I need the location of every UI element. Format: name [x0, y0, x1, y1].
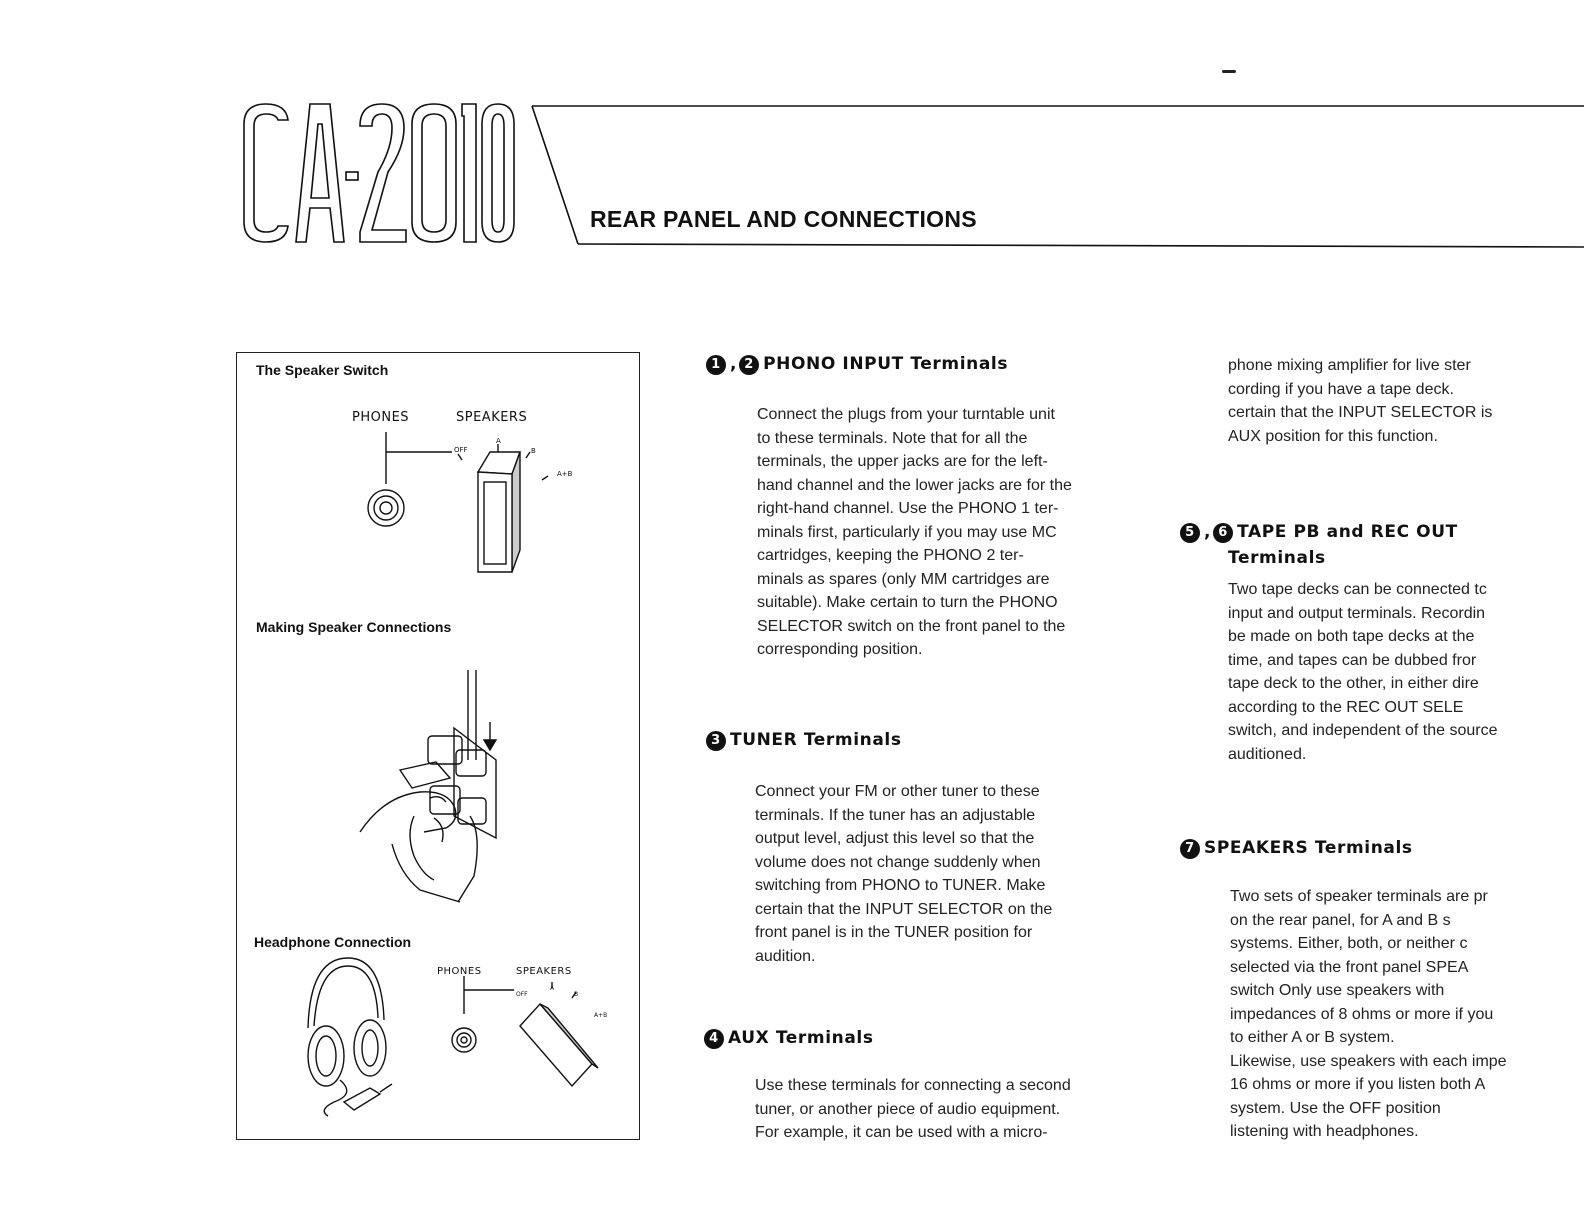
- text-line: phone mixing amplifier for live ster: [1228, 357, 1471, 374]
- aux-body: [755, 1074, 1111, 1145]
- text-line: time, and tapes can be dubbed fror: [1228, 651, 1477, 669]
- text-line: to either A or B system.: [1230, 1029, 1395, 1046]
- text-line: Connect your FM or other tuner to these: [755, 783, 1040, 800]
- text-line: audition.: [755, 947, 816, 965]
- phono-heading-text: PHONO INPUT Terminals: [763, 354, 1009, 374]
- text-line: impedances of 8 ohms or more if you: [1230, 1005, 1494, 1023]
- number-1-icon: 1: [706, 355, 726, 375]
- speaker-switch-drawing: [340, 430, 580, 580]
- aux-heading-text: AUX Terminals: [728, 1028, 874, 1048]
- switch-b-label-small: B: [574, 991, 579, 998]
- switch-a-label: A: [496, 437, 501, 445]
- tape-heading-sep: ,: [1204, 522, 1212, 542]
- switch-a-label-small: A: [550, 985, 555, 992]
- text-line: cartridges, keeping the PHONO 2 ter-: [757, 547, 1024, 564]
- speakers-heading: [1180, 838, 1413, 859]
- text-line: selected via the front panel SPEA: [1230, 958, 1469, 976]
- text-line: on the rear panel, for A and B s: [1230, 911, 1451, 929]
- number-2-icon: 2: [739, 355, 759, 375]
- phones-label: PHONES: [352, 410, 410, 425]
- text-line: front panel is in the TUNER position for: [755, 924, 1033, 941]
- text-line: auditioned.: [1228, 745, 1307, 763]
- text-line: 16 ohms or more if you listen both A: [1230, 1076, 1486, 1093]
- text-line: Two sets of speaker terminals are pr: [1230, 888, 1488, 905]
- number-3-icon: 3: [706, 731, 726, 751]
- switch-b-label: B: [531, 447, 536, 455]
- text-line: hand channel and the lower jacks are for the: [757, 476, 1072, 494]
- speakers-label: SPEAKERS: [456, 410, 528, 425]
- switch-ab-label-small: A+B: [594, 1012, 608, 1019]
- speaker-switch-caption: The Speaker Switch: [256, 362, 389, 378]
- text-line: systems. Either, both, or neither c: [1230, 935, 1468, 952]
- aux-continued-body: [1228, 354, 1534, 448]
- text-line: suitable). Make certain to turn the PHONO: [757, 594, 1058, 611]
- text-line: For example, it can be used with a micro-: [755, 1124, 1048, 1141]
- text-line: SELECTOR switch on the front panel to the: [757, 617, 1066, 635]
- tuner-heading: [706, 730, 902, 751]
- text-line: system. Use the OFF position: [1230, 1099, 1441, 1117]
- text-line: corresponding position.: [757, 641, 923, 658]
- aux-heading: [704, 1028, 874, 1049]
- speaker-connections-caption: Making Speaker Connections: [256, 619, 452, 635]
- text-line: switching from PHONO to TUNER. Make: [755, 877, 1046, 894]
- speakers-label-small: SPEAKERS: [516, 966, 572, 977]
- text-line: right-hand channel. Use the PHONO 1 ter-: [757, 500, 1059, 517]
- headphone-connection-caption: Headphone Connection: [254, 934, 412, 950]
- tape-subheading: Terminals: [1228, 548, 1326, 568]
- number-5-icon: 5: [1180, 523, 1200, 543]
- tape-body: [1228, 578, 1534, 766]
- header-rule: [520, 98, 1584, 258]
- text-line: be made on both tape decks at the: [1228, 628, 1475, 645]
- speakers-heading-text: SPEAKERS Terminals: [1204, 838, 1413, 858]
- page-title: REAR PANEL AND CONNECTIONS: [590, 206, 977, 232]
- text-line: certain that the INPUT SELECTOR is: [1228, 404, 1493, 421]
- text-line: Likewise, use speakers with each impe: [1230, 1052, 1507, 1070]
- ca-2010-logo: [238, 100, 518, 246]
- page-edge-mask: [1534, 330, 1584, 1224]
- phono-heading: [706, 354, 1008, 375]
- phono-body: [757, 403, 1113, 662]
- text-line: volume does not change suddenly when: [755, 853, 1041, 871]
- tape-heading: [1180, 522, 1458, 543]
- number-7-icon: 7: [1180, 839, 1200, 859]
- number-4-icon: 4: [704, 1029, 724, 1049]
- tuner-body: [755, 780, 1111, 968]
- text-line: cording if you have a tape deck.: [1228, 380, 1454, 398]
- text-line: tape deck to the other, in either dire: [1228, 675, 1479, 692]
- text-line: minals as spares (only MM cartridges are: [757, 570, 1050, 588]
- text-line: switch Only use speakers with: [1230, 982, 1445, 999]
- text-line: minals first, particularly if you may use MC: [757, 523, 1057, 541]
- text-line: terminals. If the tuner has an adjustable: [755, 806, 1036, 824]
- text-line: Two tape decks can be connected tc: [1228, 581, 1487, 598]
- speakers-body: [1230, 885, 1534, 1144]
- text-line: Use these terminals for connecting a second: [755, 1077, 1071, 1094]
- speaker-connection-drawing: [350, 666, 520, 906]
- tuner-heading-text: TUNER Terminals: [730, 730, 902, 750]
- text-line: to these terminals. Note that for all the: [757, 429, 1028, 447]
- tape-heading-text: TAPE PB and REC OUT: [1237, 522, 1458, 542]
- text-line: certain that the INPUT SELECTOR on the: [755, 900, 1053, 918]
- text-line: listening with headphones.: [1230, 1123, 1419, 1140]
- text-line: switch, and independent of the source: [1228, 722, 1498, 739]
- number-6-icon: 6: [1213, 523, 1233, 543]
- phones-label-small: PHONES: [437, 966, 482, 977]
- text-line: AUX position for this function.: [1228, 427, 1438, 445]
- text-line: Connect the plugs from your turntable unit: [757, 406, 1055, 423]
- headphone-drawing: [300, 952, 620, 1122]
- text-line: according to the REC OUT SELE: [1228, 698, 1464, 716]
- text-line: output level, adjust this level so that the: [755, 830, 1035, 847]
- phono-heading-sep: ,: [730, 354, 738, 374]
- text-line: input and output terminals. Recordin: [1228, 604, 1486, 622]
- switch-ab-label: A+B: [557, 470, 573, 478]
- switch-off-label: OFF: [454, 446, 468, 454]
- text-line: terminals, the upper jacks are for the left-: [757, 453, 1048, 470]
- page-mark: [1222, 70, 1236, 73]
- text-line: tuner, or another piece of audio equipment.: [755, 1100, 1061, 1118]
- switch-off-label-small: OFF: [516, 991, 528, 998]
